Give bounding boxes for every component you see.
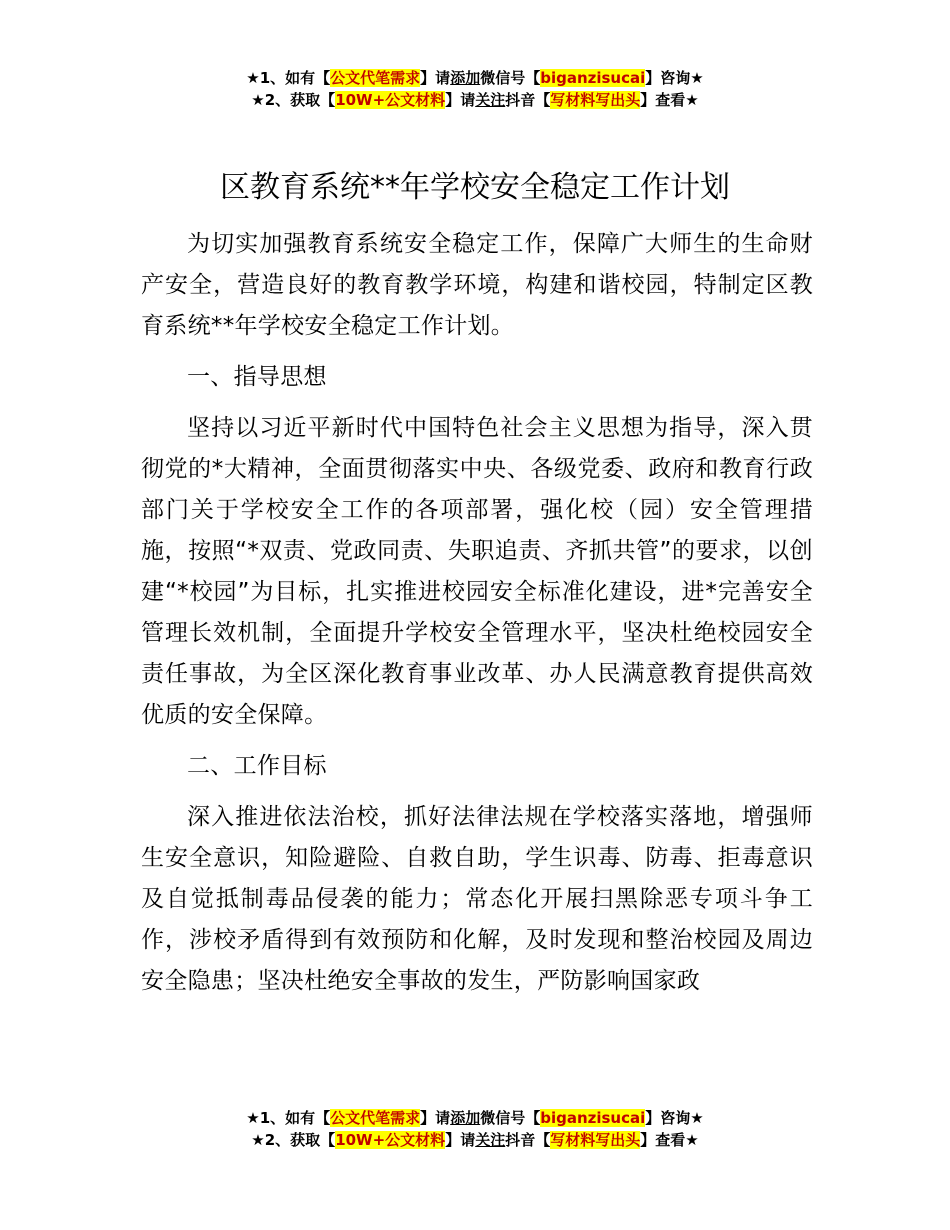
- document-body: [141, 224, 813, 1002]
- promo-text: ★2、获取【: [251, 91, 336, 109]
- promo-banner-bottom: [0, 1107, 950, 1151]
- promo-text: 】请: [445, 1131, 476, 1149]
- promo-text: 抖音【: [505, 91, 551, 109]
- promo-text: 】查看★: [640, 1131, 699, 1149]
- intro-paragraph: 为切实加强教育系统安全稳定工作，保障广大师生的生命财产安全，营造良好的教育教学环境，构建和谐校园，特制定区教育系统**年学校安全稳定工作计划。: [141, 231, 813, 339]
- promo-text: 微信号【: [480, 1109, 541, 1127]
- promo-highlight: 写材料写出头: [550, 91, 641, 109]
- promo-highlight: 写材料写出头: [550, 1131, 641, 1149]
- document-title: 区教育系统**年学校安全稳定工作计划: [220, 170, 730, 205]
- promo-text: 】请: [420, 69, 451, 87]
- guiding-ideology-paragraph: 坚持以习近平新时代中国特色社会主义思想为指导，深入贯彻党的*大精神，全面贯彻落实中央、各级党委、政府和教育行政部门关于学校安全工作的各项部署，强化校（园）安全管理措施，按照“*双责、党政同责、失职追责、齐抓共管”的要求，以创建“*校园”为目标，扎实推进校园安全标准化建设，进*完善安全管理长效机制，全面提升学校安全管理水平，坚决杜绝校园安全责任事故，为全区深化教育事业改革、办人民满意教育提供高效优质的安全保障。: [141, 415, 813, 728]
- section-heading-guiding-ideology: 一、指导思想: [187, 364, 327, 390]
- promo-text: 】请: [420, 1109, 451, 1127]
- promo-text: 】咨询★: [645, 1109, 704, 1127]
- section-heading-work-goals: 二、工作目标: [187, 753, 327, 779]
- promo-underlined: 关注: [475, 1131, 506, 1149]
- promo-highlight: biganzisucai: [540, 1109, 646, 1127]
- promo-highlight: biganzisucai: [540, 69, 646, 87]
- promo-text: 】查看★: [640, 91, 699, 109]
- promo-line-2: [0, 89, 950, 111]
- promo-text: 】请: [445, 91, 476, 109]
- promo-highlight: 10W+公文材料: [335, 91, 446, 109]
- promo-text: 抖音【: [505, 1131, 551, 1149]
- promo-highlight: 公文代笔需求: [330, 69, 421, 87]
- promo-text: ★2、获取【: [251, 1131, 336, 1149]
- promo-underlined: 添加: [450, 69, 481, 87]
- promo-text: ★1、如有【: [246, 69, 331, 87]
- promo-line-2: [0, 1129, 950, 1151]
- promo-highlight: 公文代笔需求: [330, 1109, 421, 1127]
- promo-text: ★1、如有【: [246, 1109, 331, 1127]
- promo-text: 微信号【: [480, 69, 541, 87]
- promo-line-1: [0, 67, 950, 89]
- promo-line-1: [0, 1107, 950, 1129]
- promo-underlined: 关注: [475, 91, 506, 109]
- work-goals-paragraph: 深入推进依法治校，抓好法律法规在学校落实落地，增强师生安全意识，知险避险、自救自助，学生识毒、防毒、拒毒意识及自觉抵制毒品侵袭的能力；常态化开展扫黑除恶专项斗争工作，涉校矛盾得到有效预防和化解，及时发现和整治校园及周边安全隐患；坚决杜绝安全事故的发生，严防影响国家政: [141, 804, 813, 994]
- promo-text: 】咨询★: [645, 69, 704, 87]
- promo-highlight: 10W+公文材料: [335, 1131, 446, 1149]
- promo-underlined: 添加: [450, 1109, 481, 1127]
- promo-banner-top: [0, 67, 950, 111]
